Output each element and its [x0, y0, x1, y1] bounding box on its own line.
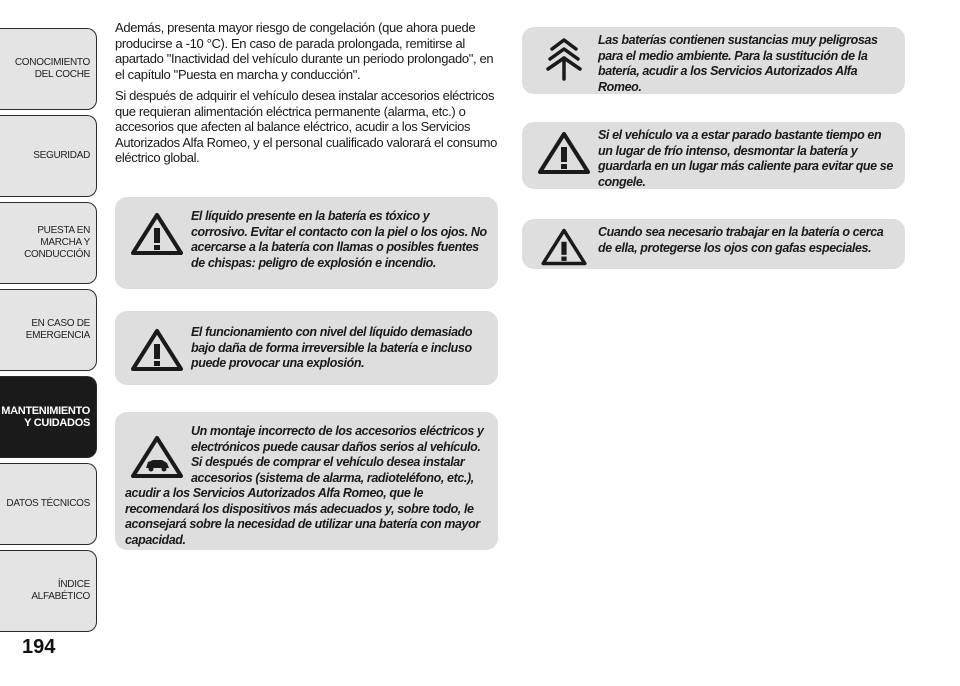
warning-text: El funcionamiento con nivel del líquido demasiado bajo daña de forma irreversible la batería e incluso puede provocar una explosión.: [191, 325, 473, 370]
warning-text: Un montaje incorrecto de los accesorios eléctricos y electrónicos puede causar daños serios al vehículo. Si después de comprar el vehículo desea instalar accesorios (sistema de alarma, radioteléfono, etc.), acudir a los Servicios Autorizados Alfa Romeo, que le recomendará los dispositivos más adecuados y, sobre todo, le aconsejará sobre la necesidad de utilizar una batería con mayor capacidad.: [125, 424, 484, 547]
warning-icon: [536, 227, 592, 267]
warning-text: El líquido presente en la batería es tóxico y corrosivo. Evitar el contacto con la piel o los ojos. No acercarse a la batería con llamas o posibles fuentes de chispas: peligro de explosión e incendio.: [191, 209, 487, 270]
warning-box: [115, 311, 498, 385]
warning-text: Las baterías contienen sustancias muy peligrosas para el medio ambiente. Para la sustitución de la batería, acudir a los Servicios Autorizados Alfa Romeo.: [598, 33, 878, 94]
warning-icon: [536, 130, 592, 176]
chapter-sidebar: [0, 0, 100, 640]
tab-mantenimiento-y-cuidados[interactable]: MANTENIMIENTO Y CUIDADOS: [0, 376, 97, 458]
tab-conocimiento-del-coche[interactable]: CONOCIMIENTO DEL COCHE: [0, 28, 97, 110]
warning-icon: [129, 211, 185, 257]
tab-datos-tecnicos[interactable]: DATOS TÉCNICOS: [0, 463, 97, 545]
warning-box: [522, 27, 905, 94]
page-number: 194: [22, 636, 56, 658]
warning-icon: [129, 327, 185, 373]
tab-indice-alfabetico[interactable]: ÍNDICE ALFABÉTICO: [0, 550, 97, 632]
warning-text: Cuando sea necesario trabajar en la batería o cerca de ella, protegerse los ojos con gafas especiales.: [598, 225, 884, 255]
paragraph: Si después de adquirir el vehículo desea instalar accesorios eléctricos que requieran alimentación eléctrica permanente (alarma, etc.) o accesorios que afecten al balance eléctrico, acudir a los Servicios Autorizados Alfa Romeo, y el personal cualificado valorará el consumo eléctrico global.: [115, 88, 497, 165]
warning-box: [522, 122, 905, 189]
warning-box: [115, 197, 498, 289]
car-warning-icon: [129, 434, 185, 480]
warning-box: [522, 219, 905, 269]
paragraph: Además, presenta mayor riesgo de congelación (que ahora puede producirse a -10 °C). En caso de parada prolongada, remitirse al apartado "Inactividad del vehículo durante un periodo prolongado", en el capítulo "Puesta en marcha y conducción".: [115, 20, 494, 82]
warning-box: [115, 412, 498, 550]
tab-seguridad[interactable]: SEGURIDAD: [0, 115, 97, 197]
tab-en-caso-de-emergencia[interactable]: EN CASO DE EMERGENCIA: [0, 289, 97, 371]
warning-text: Si el vehículo va a estar parado bastante tiempo en un lugar de frío intenso, desmontar la batería y guardarla en un lugar más caliente para evitar que se congele.: [598, 128, 893, 189]
environment-tree-icon: [536, 35, 592, 81]
tab-puesta-en-marcha[interactable]: PUESTA EN MARCHA Y CONDUCCIÓN: [0, 202, 97, 284]
body-text: [115, 20, 500, 172]
